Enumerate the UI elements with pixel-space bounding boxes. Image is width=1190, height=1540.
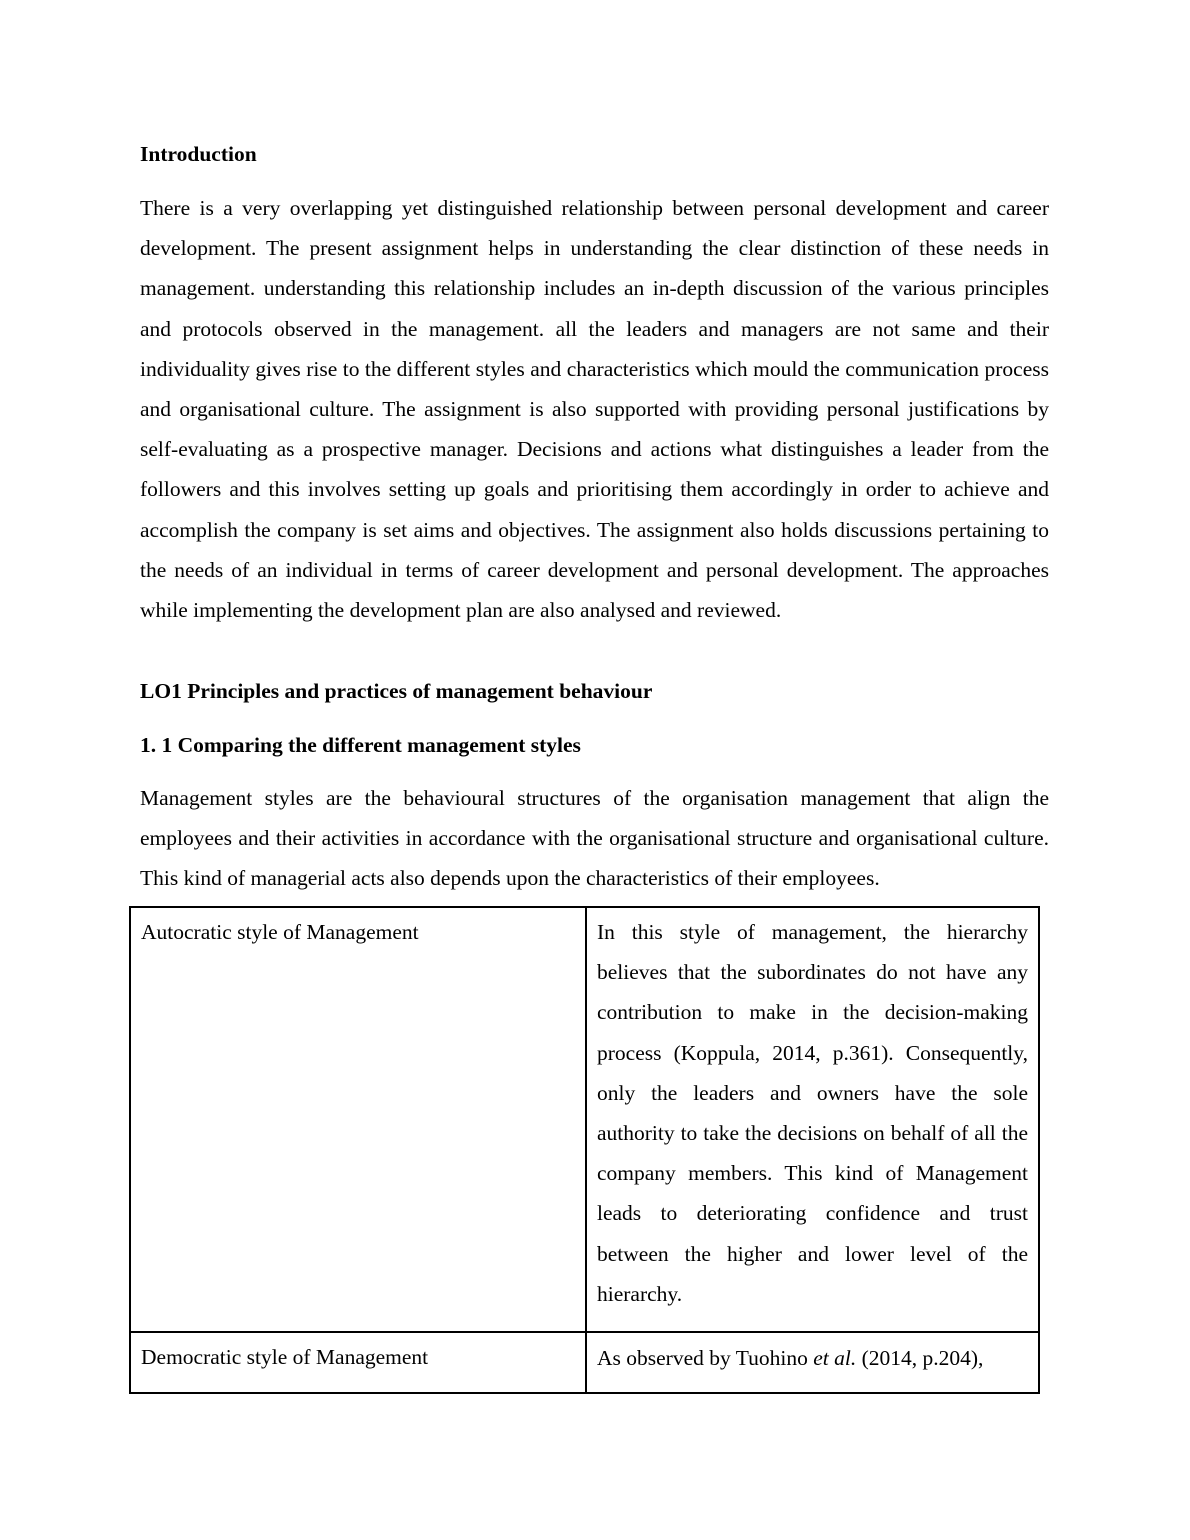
style-name-cell	[130, 907, 586, 1332]
style-description-cell	[586, 1332, 1039, 1393]
table-row	[130, 907, 1039, 1332]
description-text: As observed by Tuohino	[597, 1346, 814, 1370]
style-description	[587, 1333, 1038, 1378]
description-citation: (2014, p.204),	[856, 1346, 984, 1370]
section-1-1-paragraph: Management styles are the behavioural structures of the organisation management that align the employees and their activities in accordance with the organisational structure and organisational culture. This kind of managerial acts also depends upon the characteristics of their employees.	[140, 786, 1049, 891]
introduction-heading: Introduction	[140, 142, 257, 166]
style-name-cell	[130, 1332, 586, 1393]
section-1-1-heading: 1. 1 Comparing the different management styles	[140, 733, 581, 757]
introduction-paragraph: There is a very overlapping yet distinguished relationship between personal development and career development. The present assignment helps in understanding the clear distinction of these needs in management. understanding this relationship includes an in-depth discussion of the various principles and protocols observed in the management. all the leaders and managers are not same and their individuality gives rise to the different styles and characteristics which mould the communication process and organisational culture. The assignment is also supported with providing personal justifications by self-evaluating as a prospective manager. Decisions and actions what distinguishes a leader from the followers and this involves setting up goals and prioritising them accordingly in order to achieve and accomplish the company is set aims and objectives. The assignment also holds discussions pertaining to the needs of an individual in terms of career development and personal development. The approaches while implementing the development plan are also analysed and reviewed.	[140, 196, 1049, 623]
style-name: Democratic style of Management	[141, 1345, 429, 1369]
style-description-cell	[586, 907, 1039, 1332]
style-description: In this style of management, the hierarchy believes that the subordinates do not have any contribution to make in the decision-making process (Koppula, 2014, p.361). Consequently, only the leaders and owners have the sole authority to take the decisions on behalf of all the company members. This kind of Management leads to deteriorating confidence and trust between the higher and lower level of the hierarchy.	[597, 920, 1028, 1306]
citation-italic: et al.	[813, 1346, 857, 1370]
style-name: Autocratic style of Management	[141, 920, 419, 944]
table-row	[130, 1332, 1039, 1393]
lo1-heading: LO1 Principles and practices of management behaviour	[140, 679, 653, 703]
management-styles-table	[129, 906, 1040, 1394]
